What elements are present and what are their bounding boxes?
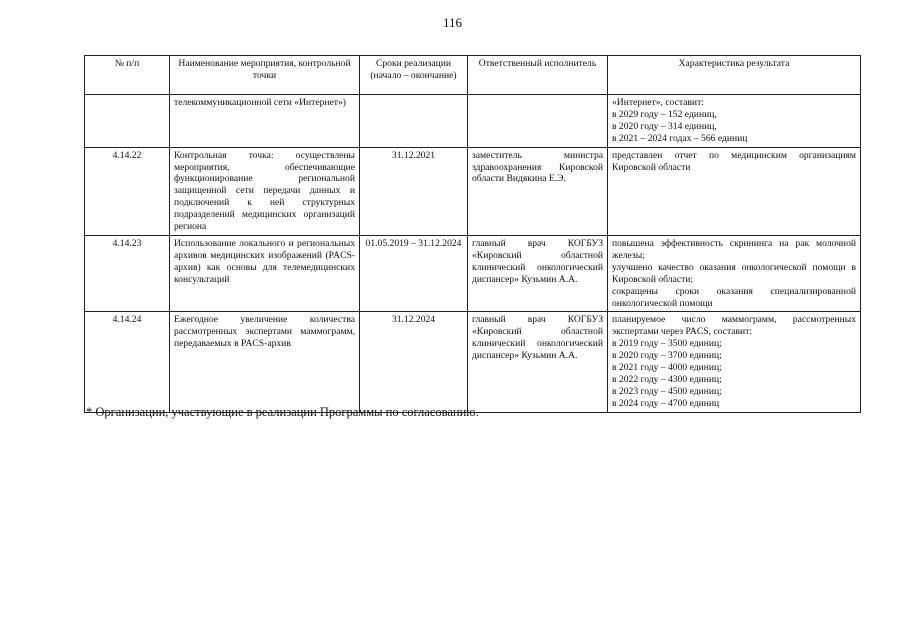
result-line: в 2024 году – 4700 единиц — [612, 397, 720, 409]
result-line: повышена эффективность скрининга на рак молочной железы; — [612, 237, 856, 261]
row-dates: 31.12.2024 — [360, 312, 468, 412]
result-line: в 2020 году – 3700 единиц; — [612, 350, 722, 362]
header-name: Наименование мероприятия, контрольной точки — [170, 56, 360, 95]
row-dates — [360, 95, 468, 148]
row-number: 4.14.22 — [85, 147, 170, 235]
row-result — [608, 312, 861, 412]
row-result — [608, 147, 861, 235]
row-result — [608, 95, 861, 148]
footnote: * Организации, участвующие в реализации Программы по согласованию. — [86, 405, 479, 419]
result-line: улучшено качество оказания онкологической помощи в Кировской области; — [612, 261, 856, 285]
row-number — [85, 95, 170, 148]
table-row — [85, 147, 861, 235]
row-executor: главный врач КОГБУЗ «Кировский областной клинический онкологический диспансер» Кузьмин А.А. — [468, 312, 608, 412]
row-name: Использование локального и региональных архивов медицинских изображений (PACS-архив) как основы для телемедицинских консультаций — [170, 235, 360, 311]
row-executor — [468, 95, 608, 148]
result-line: представлен отчет по медицинским организациям Кировской области — [612, 149, 856, 173]
row-dates: 01.05.2019 – 31.12.2024 — [360, 235, 468, 311]
result-line: планируемое число маммограмм, рассмотренных экспертами через PACS, составит: — [612, 314, 856, 338]
result-line: сокращены сроки оказания специализированной онкологической помощи — [612, 285, 856, 309]
table-row — [85, 312, 861, 412]
result-line: в 2021 – 2024 годах – 566 единиц — [612, 132, 748, 144]
measures-table — [84, 55, 861, 413]
row-name: Ежегодное увеличение количества рассмотренных экспертами маммограмм, передаваемых в PACS-архив — [170, 312, 360, 412]
row-executor: заместитель министра здравоохранения Кировской области Видякина Е.Э. — [468, 147, 608, 235]
table-row — [85, 95, 861, 148]
header-dates: Сроки реализации (начало – окончание) — [360, 56, 468, 95]
row-number: 4.14.24 — [85, 312, 170, 412]
header-executor: Ответственный исполнитель — [468, 56, 608, 95]
result-line: в 2021 году – 4000 единиц; — [612, 362, 722, 374]
page-number: 116 — [442, 15, 463, 30]
row-executor: главный врач КОГБУЗ «Кировский областной клинический онкологический диспансер» Кузьмин А.А. — [468, 235, 608, 311]
header-result: Характеристика результата — [608, 56, 861, 95]
row-name: телекоммуникационной сети «Интернет») — [170, 95, 360, 148]
result-line: в 2019 году – 3500 единиц; — [612, 338, 722, 350]
result-line: «Интернет», составит: — [612, 97, 704, 108]
row-number: 4.14.23 — [85, 235, 170, 311]
row-result — [608, 235, 861, 311]
header-number: № п/п — [85, 56, 170, 95]
result-line: в 2022 году – 4300 единиц; — [612, 373, 722, 385]
result-line: в 2029 году – 152 единиц, — [612, 108, 717, 120]
result-line: в 2020 году – 314 единиц, — [612, 120, 717, 132]
row-name: Контрольная точка: осуществлены мероприятия, обеспечивающие функционирование региональной защищенной сети передачи данных и подключений к ней структурных подразделений медицинских организаций региона — [170, 147, 360, 235]
table-row — [85, 235, 861, 311]
row-dates: 31.12.2021 — [360, 147, 468, 235]
result-line: в 2023 году – 4500 единиц; — [612, 385, 722, 397]
table-header-row — [85, 56, 861, 95]
